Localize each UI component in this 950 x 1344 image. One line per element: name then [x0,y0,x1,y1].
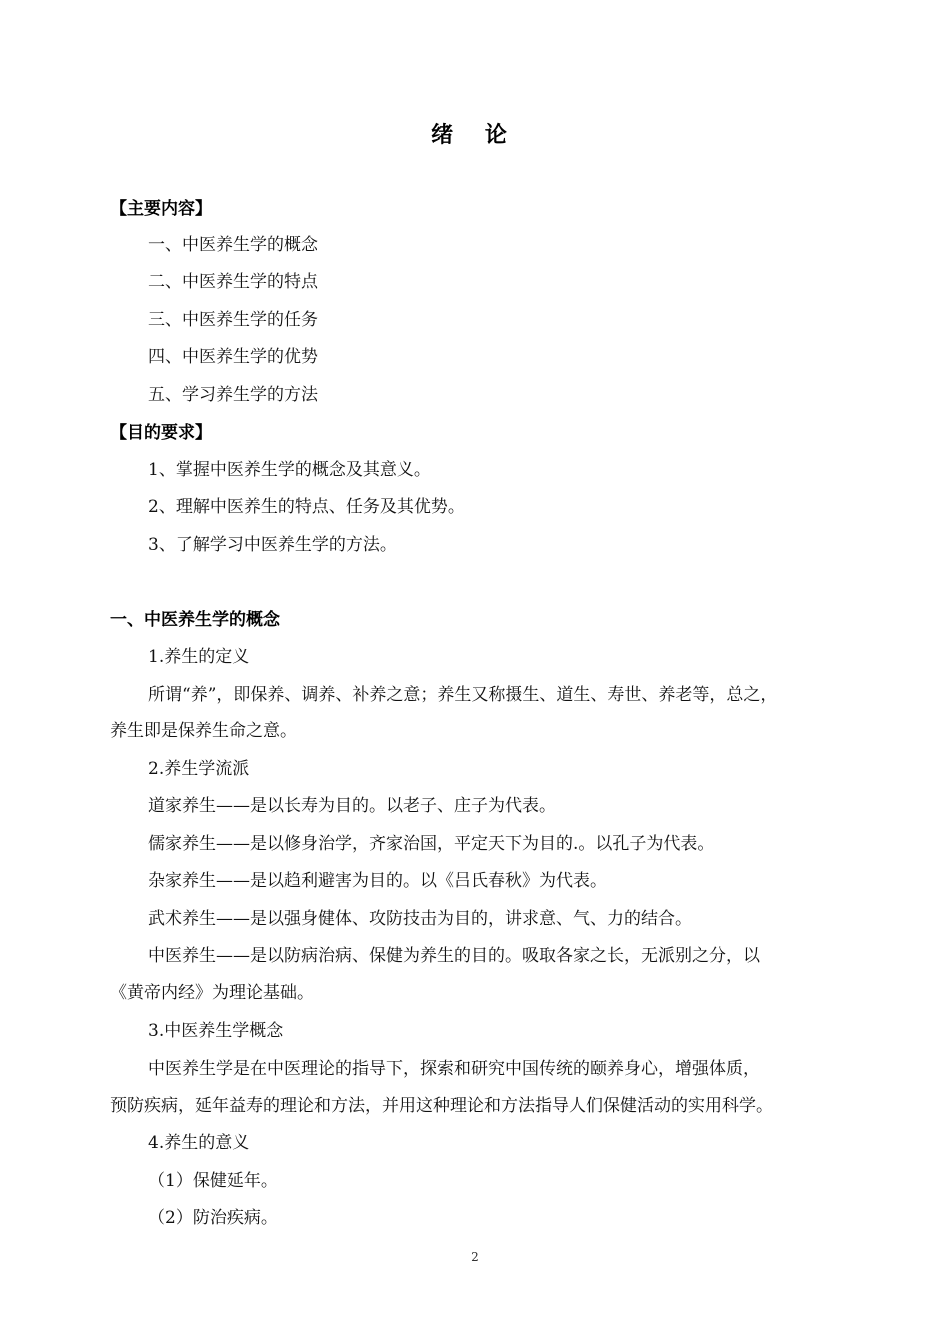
objectives-heading: 【目的要求】 [110,423,212,443]
list-item: 四、中医养生学的优势 [148,347,318,367]
school-item: 道家养生——是以长寿为目的。以老子、庄子为代表。 [148,796,556,816]
paragraph-line: 《黄帝内经》为理论基础。 [110,983,314,1003]
list-item: 2、理解中医养生的特点、任务及其优势。 [148,497,465,517]
school-item: 武术养生——是以强身健体、攻防技击为目的，讲求意、气、力的结合。 [148,909,692,929]
school-item: 儒家养生——是以修身治学，齐家治国，平定天下为目的.。以孔子为代表。 [148,834,715,854]
list-item: 一、中医养生学的概念 [148,235,318,255]
main-content-heading: 【主要内容】 [110,199,212,219]
list-item: （2）防治疾病。 [148,1208,278,1228]
paragraph-line: 所谓“养”，即保养、调养、补养之意；养生又称摄生、道生、寿世、养老等，总之， [148,685,778,705]
school-item: 杂家养生——是以趋利避害为目的。以《吕氏春秋》为代表。 [148,871,607,891]
paragraph-line: 养生即是保养生命之意。 [110,721,297,741]
school-item: 中医养生——是以防病治病、保健为养生的目的。吸取各家之长，无派别之分，以 [148,946,760,966]
list-item: 三、中医养生学的任务 [148,310,318,330]
subsection-heading: 1.养生的定义 [148,647,250,667]
subsection-heading: 4.养生的意义 [148,1133,250,1153]
paragraph-line: 预防疾病，延年益寿的理论和方法，并用这种理论和方法指导人们保健活动的实用科学。 [110,1096,773,1116]
list-item: （1）保健延年。 [148,1171,278,1191]
list-item: 二、中医养生学的特点 [148,272,318,292]
list-item: 1、掌握中医养生学的概念及其意义。 [148,460,431,480]
page-title: 绪 论 [431,123,519,148]
subsection-heading: 3.中医养生学概念 [148,1021,284,1041]
page-number: 2 [471,1250,479,1264]
subsection-heading: 2.养生学流派 [148,759,250,779]
paragraph-line: 中医养生学是在中医理论的指导下，探索和研究中国传统的颐养身心，增强体质， [148,1059,760,1079]
list-item: 五、学习养生学的方法 [148,385,318,405]
list-item: 3、了解学习中医养生学的方法。 [148,535,397,555]
section-heading: 一、中医养生学的概念 [110,610,280,630]
